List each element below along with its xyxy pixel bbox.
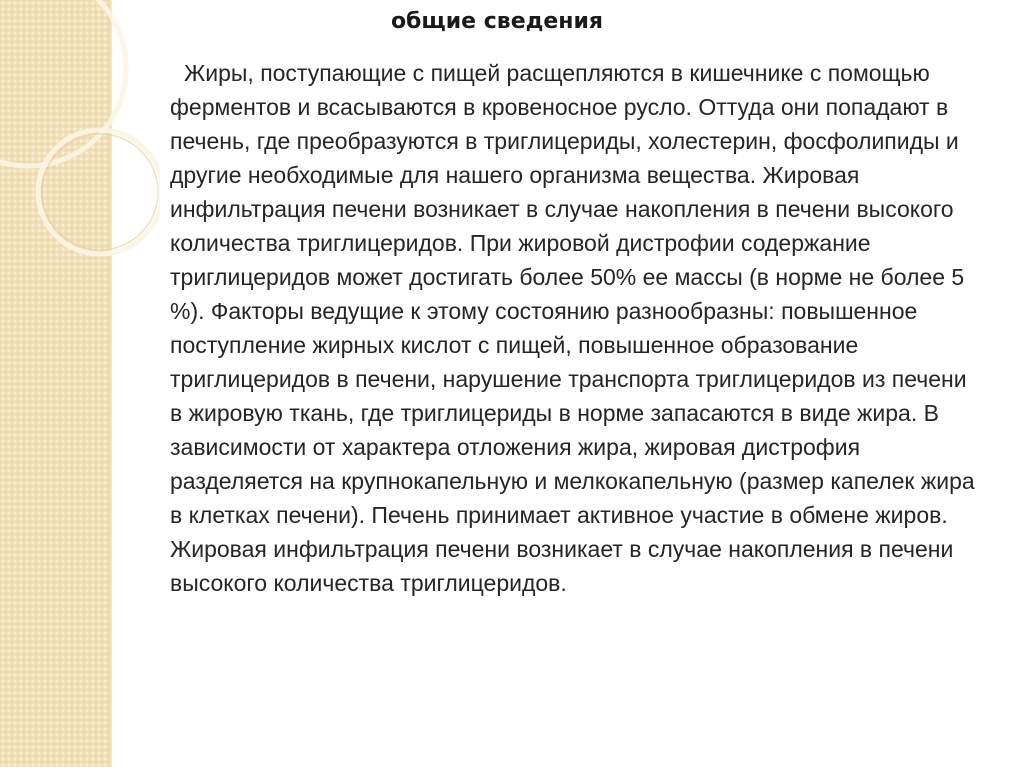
slide-content (112, 0, 1024, 767)
slide-body-text: Жиры, поступающие с пищей расщепляются в кишечнике с помощью ферментов и всасываются в кровеносное русло. Оттуда они попадают в печень, где преобразуются в триглицериды, холестерин, фосфолипиды и другие необходимые для нашего организма вещества. Жировая инфильтрация печени возникает в случае накопления в печени высокого количества триглицеридов. При жировой дистрофии содержание триглицеридов может достигать более 50% ее массы (в норме не более 5 %). Факторы ведущие к этому состоянию разнообразны: повышенное поступление жирных кислот с пищей, повышенное образование триглицеридов в печени, нарушение транспорта триглицеридов из печени в жировую ткань, где триглицериды в норме запасаются в виде жира. В зависимости от характера отложения жира, жировая дистрофия разделяется на крупнокапельную и мелкокапельную (размер капелек жира в клетках печени). Печень принимает активное участие в обмене жиров. Жировая инфильтрация печени возникает в случае накопления в печени высокого количества триглицеридов. (170, 60, 975, 596)
slide-title: общие сведения (390, 9, 604, 34)
